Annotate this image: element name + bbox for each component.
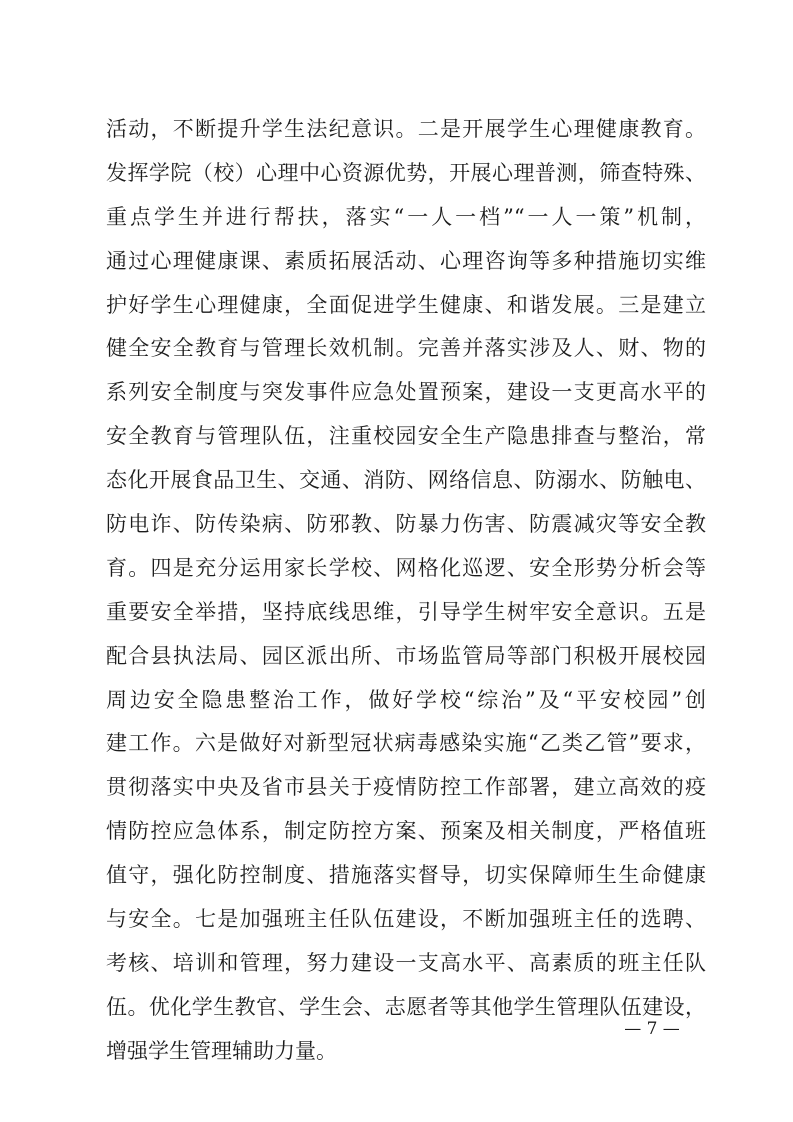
text-line: 重点学生并进行帮扶，落实“一人一档”“一人一策”机制， xyxy=(106,204,706,229)
text-line: 配合县执法局、园区派出所、市场监管局等部门积极开展校园 xyxy=(106,643,706,668)
text-line: 活动，不断提升学生法纪意识。二是开展学生心理健康教育。 xyxy=(106,117,706,141)
text-line: 考核、培训和管理，努力建设一支高水平、高素质的班主任队 xyxy=(106,950,706,975)
text-line: 建工作。六是做好对新型冠状病毒感染实施“乙类乙管”要求， xyxy=(106,731,706,756)
text-line: 安全教育与管理队伍，注重校园安全生产隐患排查与整治，常 xyxy=(106,424,706,449)
text-line: 防电诈、防传染病、防邪教、防暴力伤害、防震减灾等安全教 xyxy=(106,512,706,537)
text-line: 周边安全隐患整治工作，做好学校“综治”及“平安校园”创 xyxy=(106,687,706,712)
text-line: 值守，强化防控制度、措施落实督导，切实保障师生生命健康 xyxy=(106,863,706,888)
text-line: 健全安全教育与管理长效机制。完善并落实涉及人、财、物的 xyxy=(106,336,706,361)
text-line: 护好学生心理健康，全面促进学生健康、和谐发展。三是建立 xyxy=(106,292,706,317)
text-line: 重要安全举措，坚持底线思维，引导学生树牢安全意识。五是 xyxy=(106,599,706,624)
text-line: 情防控应急体系，制定防控方案、预案及相关制度，严格值班 xyxy=(106,819,706,844)
text-line: 贯彻落实中央及省市县关于疫情防控工作部署，建立高效的疫 xyxy=(106,775,706,800)
text-line: 与安全。七是加强班主任队伍建设，不断加强班主任的选聘、 xyxy=(106,907,706,932)
text-line-last: 增强学生管理辅助力量。 xyxy=(106,1038,337,1063)
text-line: 态化开展食品卫生、交通、消防、网络信息、防溺水、防触电、 xyxy=(106,468,706,493)
text-line: 系列安全制度与突发事件应急处置预案，建设一支更高水平的 xyxy=(106,380,706,405)
text-line: 育。四是充分运用家长学校、网格化巡逻、安全形势分析会等 xyxy=(106,555,706,580)
page-number: — 7 — xyxy=(624,1019,680,1039)
body-paragraph xyxy=(106,108,706,1074)
text-line: 伍。优化学生教官、学生会、志愿者等其他学生管理队伍建设， xyxy=(106,994,706,1019)
text-line: 通过心理健康课、素质拓展活动、心理咨询等多种措施切实维 xyxy=(106,248,706,273)
text-line: 发挥学院（校）心理中心资源优势，开展心理普测，筛查特殊、 xyxy=(106,160,706,185)
